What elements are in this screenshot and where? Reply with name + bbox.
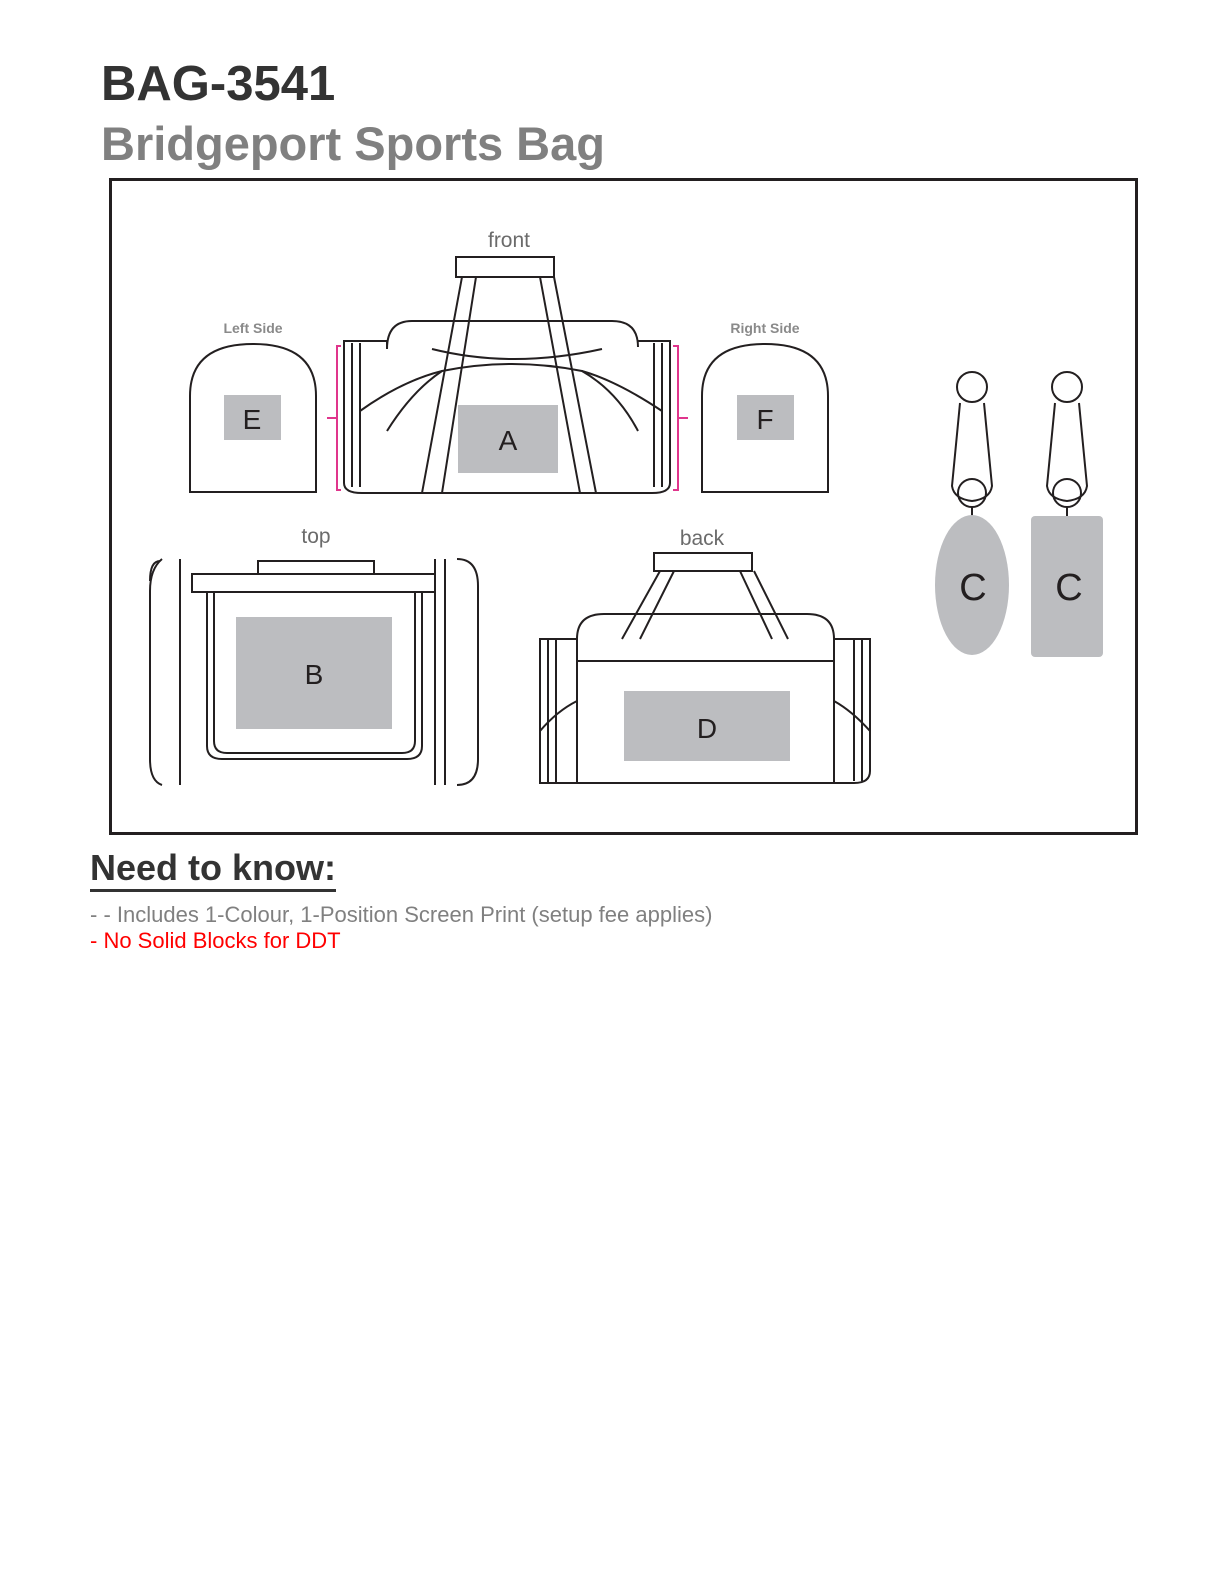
note-item: - - Includes 1-Colour, 1-Position Screen Print (setup fee applies)	[90, 902, 713, 927]
decoration-diagram	[109, 178, 1138, 835]
label-right-side: Right Side	[730, 320, 800, 336]
label-left-side: Left Side	[223, 320, 283, 336]
note-item: - No Solid Blocks for DDT	[90, 928, 341, 953]
bag-views-drawing	[112, 181, 1135, 832]
letter-d: D	[696, 713, 718, 744]
letter-f: F	[756, 404, 774, 435]
zipper-pull-rect	[1047, 372, 1087, 519]
letter-c-oval: C	[959, 567, 987, 609]
label-top: top	[301, 525, 331, 548]
letter-c-rect: C	[1055, 567, 1083, 609]
letter-b: B	[304, 659, 324, 690]
need-to-know-heading: Need to know:	[90, 847, 336, 892]
letter-e: E	[242, 404, 262, 435]
need-to-know-list	[90, 902, 712, 954]
zipper-pull-oval	[952, 372, 992, 526]
label-front: front	[487, 229, 531, 252]
label-back: back	[679, 527, 725, 550]
letter-a: A	[498, 425, 518, 456]
product-code: BAG-3541	[101, 57, 336, 111]
product-name: Bridgeport Sports Bag	[101, 117, 605, 170]
